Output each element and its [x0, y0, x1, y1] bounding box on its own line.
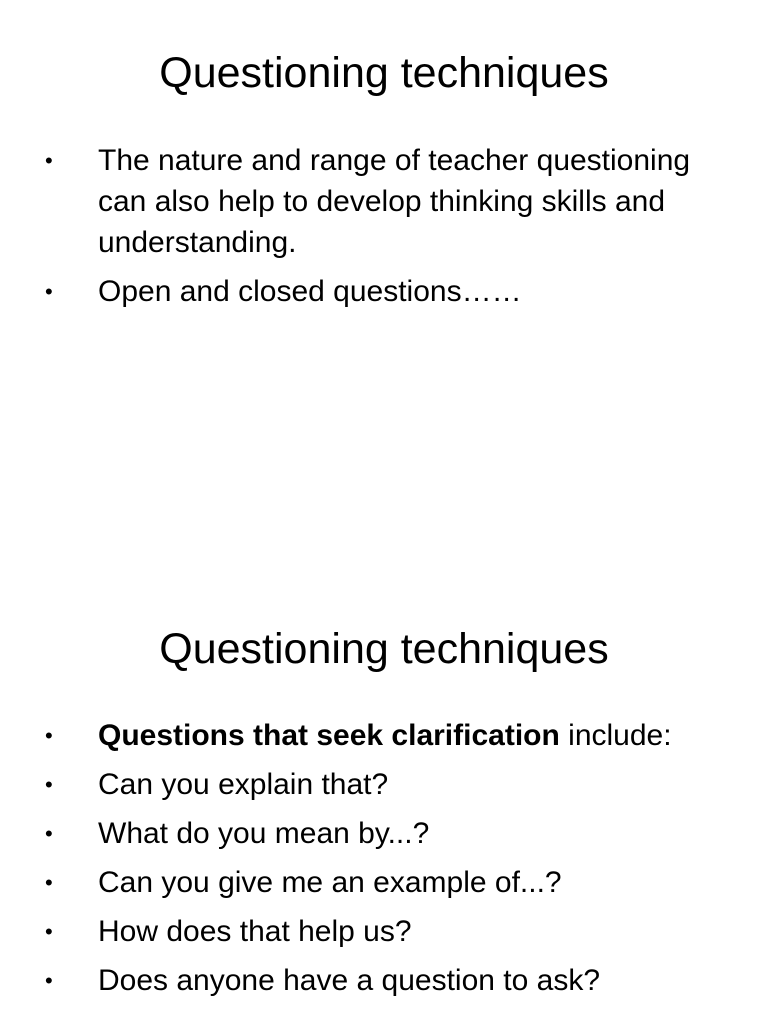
bullet-icon: • [45, 148, 53, 173]
slide-title: Questioning techniques [159, 49, 609, 97]
bullet-icon: • [45, 279, 53, 304]
bullet-text: Does anyone have a question to ask? [98, 964, 601, 997]
bullet-text: Open and closed questions…… [98, 275, 522, 308]
list-item [0, 271, 768, 312]
bullet-text: The nature and range of teacher questioning can also help to develop thinking skills and understanding. [98, 144, 691, 259]
bullet-icon: • [45, 968, 53, 993]
bullet-icon: • [45, 919, 53, 944]
list-item [0, 960, 768, 1001]
bullet-text: Can you give me an example of...? [98, 866, 562, 899]
bullet-icon: • [45, 772, 53, 797]
list-item [0, 140, 768, 263]
slide-title: Questioning techniques [159, 625, 609, 673]
list-item [0, 911, 768, 952]
bullet-list [0, 140, 768, 320]
bullet-heading: Questions that seek clarification [98, 719, 560, 752]
bullet-text: How does that help us? [98, 915, 412, 948]
bullet-icon: • [45, 870, 53, 895]
bullet-icon: • [45, 723, 53, 748]
list-item [0, 764, 768, 805]
bullet-icon: • [45, 821, 53, 846]
list-item [0, 862, 768, 903]
bullet-text: What do you mean by...? [98, 817, 430, 850]
list-item [0, 813, 768, 854]
bullet-list [0, 715, 768, 1009]
bullet-text: Can you explain that? [98, 768, 389, 801]
list-item [0, 715, 768, 756]
slide-2 [0, 574, 768, 1024]
bullet-text: include: [568, 719, 672, 752]
